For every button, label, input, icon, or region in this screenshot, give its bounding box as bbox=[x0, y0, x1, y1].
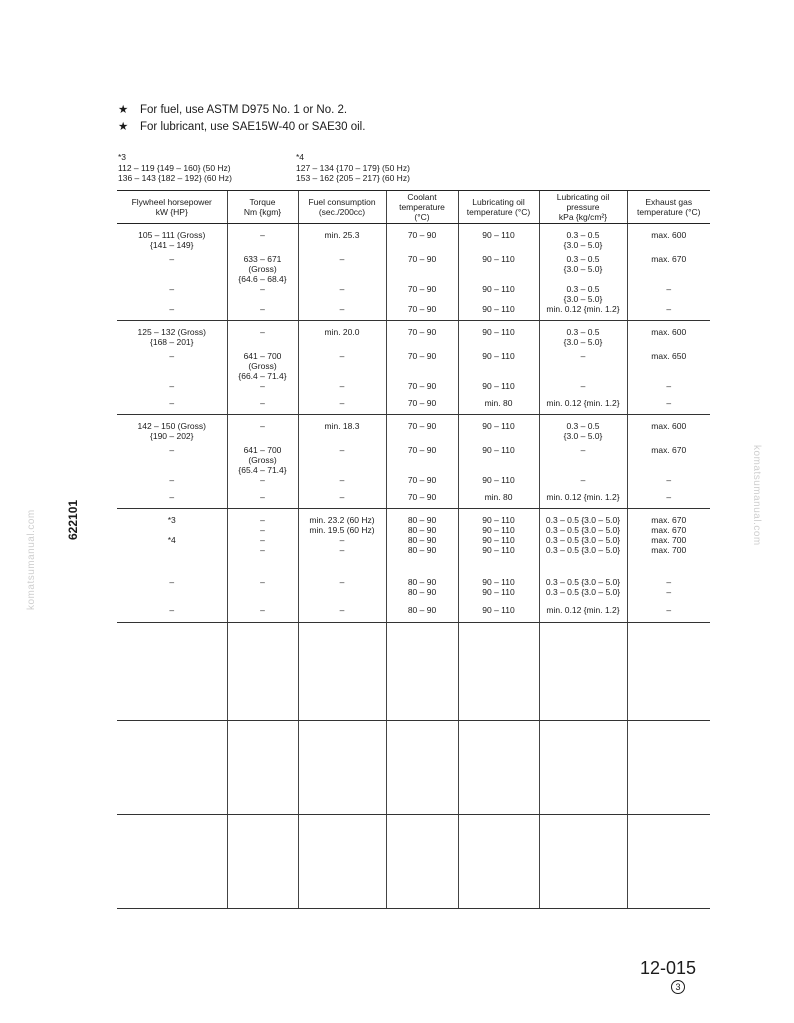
cell-flywheel-horsepower: 125 – 132 (Gross) {168 – 201} bbox=[137, 327, 206, 347]
cell-coolant-temperature: 80 – 90 bbox=[386, 605, 458, 622]
cell-coolant-temperature: 70 – 90 bbox=[386, 351, 458, 381]
blank-row bbox=[117, 814, 710, 908]
cell-lubricating-oil-temperature: 90 – 110 bbox=[458, 284, 539, 304]
cell-fuel-consumption: – bbox=[298, 577, 386, 605]
cell-torque: 641 – 700 (Gross) {65.4 – 71.4} bbox=[227, 445, 298, 475]
cell-flywheel-horsepower: – bbox=[169, 444, 175, 455]
cell-coolant-temperature: 80 – 90 80 – 90 bbox=[386, 509, 458, 536]
footnote-3 bbox=[118, 152, 232, 184]
cell-exhaust-gas-temperature: – bbox=[627, 475, 710, 492]
cell-coolant-temperature: 80 – 90 80 – 90 bbox=[386, 535, 458, 577]
cell-fuel-consumption: – bbox=[298, 254, 386, 284]
cell-fuel-consumption: min. 25.3 bbox=[298, 224, 386, 254]
blank-cell bbox=[539, 720, 627, 814]
cell-lubricating-oil-pressure: min. 0.12 {min. 1.2} bbox=[539, 492, 627, 509]
cell-fuel-consumption: – bbox=[298, 304, 386, 321]
cell-flywheel-horsepower: – bbox=[169, 253, 175, 264]
cell-lubricating-oil-temperature: 90 – 110 bbox=[458, 605, 539, 622]
cell-lubricating-oil-pressure: 0.3 – 0.5 {3.0 – 5.0} bbox=[539, 224, 627, 254]
blank-cell bbox=[227, 814, 298, 908]
cell-exhaust-gas-temperature: – bbox=[627, 304, 710, 321]
blank-cell bbox=[386, 814, 458, 908]
table-row bbox=[117, 535, 710, 577]
footnote-4-line-2: 153 – 162 {205 – 217} (60 Hz) bbox=[296, 173, 410, 183]
header-lubricating-oil-temperature: Lubricating oil temperature (°C) bbox=[458, 191, 539, 224]
cell-fuel-consumption: – bbox=[298, 605, 386, 622]
cell-lubricating-oil-temperature: 90 – 110 bbox=[458, 321, 539, 351]
cell-coolant-temperature: 70 – 90 bbox=[386, 492, 458, 509]
cell-torque: – bbox=[227, 605, 298, 622]
blank-cell bbox=[386, 622, 458, 720]
cell-lubricating-oil-temperature: min. 80 bbox=[458, 492, 539, 509]
blank-cell bbox=[117, 814, 227, 908]
table-row bbox=[117, 492, 710, 509]
cell-exhaust-gas-temperature: – bbox=[627, 381, 710, 398]
cell-fuel-consumption: – bbox=[298, 445, 386, 475]
cell-torque: – bbox=[227, 492, 298, 509]
header-fuel-consumption: Fuel consumption (sec./200cc) bbox=[298, 191, 386, 224]
header-coolant-temperature: Coolant temperature (°C) bbox=[386, 191, 458, 224]
cell-lubricating-oil-temperature: 90 – 110 90 – 110 bbox=[458, 577, 539, 605]
header-lubricating-oil-pressure: Lubricating oil pressure kPa {kg/cm²} bbox=[539, 191, 627, 224]
cell-lubricating-oil-temperature: 90 – 110 bbox=[458, 415, 539, 445]
cell-torque: – bbox=[227, 284, 298, 304]
cell-fuel-consumption: – – bbox=[298, 535, 386, 577]
cell-exhaust-gas-temperature: max. 650 bbox=[627, 351, 710, 381]
page-number: 12-015 bbox=[640, 958, 697, 978]
cell-lubricating-oil-temperature: 90 – 110 bbox=[458, 224, 539, 254]
cell-exhaust-gas-temperature: max. 600 bbox=[627, 415, 710, 445]
cell-lubricating-oil-temperature: 90 – 110 bbox=[458, 254, 539, 284]
cell-torque: – bbox=[227, 475, 298, 492]
blank-row bbox=[117, 720, 710, 814]
cell-fuel-consumption: min. 20.0 bbox=[298, 321, 386, 351]
star-icon: ★ bbox=[118, 121, 129, 133]
cell-coolant-temperature: 70 – 90 bbox=[386, 445, 458, 475]
cell-flywheel-horsepower: – bbox=[169, 380, 175, 391]
table-row bbox=[117, 415, 710, 445]
cell-fuel-consumption: min. 23.2 (60 Hz) min. 19.5 (60 Hz) bbox=[298, 509, 386, 536]
cell-torque: 633 – 671 (Gross) {64.6 – 68.4} bbox=[227, 254, 298, 284]
table-row bbox=[117, 475, 710, 492]
cell-coolant-temperature: 70 – 90 bbox=[386, 224, 458, 254]
footnote-3-line-2: 136 – 143 {182 – 192} (60 Hz) bbox=[118, 173, 232, 183]
table-row bbox=[117, 577, 710, 605]
cell-lubricating-oil-pressure: 0.3 – 0.5 {3.0 – 5.0} 0.3 – 0.5 {3.0 – 5.0} bbox=[539, 577, 627, 605]
blank-cell bbox=[227, 720, 298, 814]
footnote-3-mark: *3 bbox=[118, 152, 127, 162]
cell-flywheel-horsepower: *3 bbox=[167, 515, 176, 525]
cell-exhaust-gas-temperature: max. 700 max. 700 bbox=[627, 535, 710, 577]
table-row bbox=[117, 224, 710, 254]
blank-cell bbox=[627, 814, 710, 908]
table-row bbox=[117, 284, 710, 304]
cell-exhaust-gas-temperature: max. 670 bbox=[627, 254, 710, 284]
cell-flywheel-horsepower: 142 – 150 (Gross) {190 – 202} bbox=[137, 421, 206, 441]
header-exhaust-gas-temperature: Exhaust gas temperature (°C) bbox=[627, 191, 710, 224]
table-row bbox=[117, 351, 710, 381]
cell-fuel-consumption: – bbox=[298, 492, 386, 509]
cell-lubricating-oil-temperature: 90 – 110 90 – 110 bbox=[458, 509, 539, 536]
footnote-4-line-1: 127 – 134 {170 – 179} (50 Hz) bbox=[296, 162, 410, 173]
cell-flywheel-horsepower: – bbox=[117, 398, 227, 415]
table-row bbox=[117, 381, 710, 398]
table-row bbox=[117, 254, 710, 284]
blank-cell bbox=[627, 622, 710, 720]
footnote-3-line-1: 112 – 119 {149 – 160} (50 Hz) bbox=[118, 162, 231, 173]
blank-cell bbox=[298, 720, 386, 814]
cell-lubricating-oil-pressure: – bbox=[539, 445, 627, 475]
cell-flywheel-horsepower: – bbox=[117, 605, 227, 622]
footnote-4 bbox=[296, 152, 410, 184]
cell-torque: – – bbox=[227, 509, 298, 536]
cell-coolant-temperature: 70 – 90 bbox=[386, 475, 458, 492]
cell-exhaust-gas-temperature: max. 670 bbox=[627, 445, 710, 475]
cell-coolant-temperature: 70 – 90 bbox=[386, 284, 458, 304]
blank-cell bbox=[386, 720, 458, 814]
cell-coolant-temperature: 70 – 90 bbox=[386, 415, 458, 445]
cell-fuel-consumption: – bbox=[298, 284, 386, 304]
cell-torque: – bbox=[227, 304, 298, 321]
cell-fuel-consumption: – bbox=[298, 398, 386, 415]
cell-coolant-temperature: 70 – 90 bbox=[386, 254, 458, 284]
header-flywheel-horsepower: Flywheel horsepower kW {HP} bbox=[117, 191, 227, 224]
cell-exhaust-gas-temperature: max. 600 bbox=[627, 321, 710, 351]
blank-cell bbox=[539, 622, 627, 720]
cell-coolant-temperature: 70 – 90 bbox=[386, 304, 458, 321]
document-code: 622101 bbox=[66, 499, 80, 540]
cell-lubricating-oil-pressure: 0.3 – 0.5 {3.0 – 5.0} bbox=[539, 284, 627, 304]
cell-fuel-consumption: – bbox=[298, 351, 386, 381]
cell-fuel-consumption: – bbox=[298, 475, 386, 492]
header-torque: Torque Nm {kgm} bbox=[227, 191, 298, 224]
cell-flywheel-horsepower: – bbox=[169, 350, 175, 361]
cell-fuel-consumption: – bbox=[298, 381, 386, 398]
blank-row bbox=[117, 622, 710, 720]
table-row bbox=[117, 398, 710, 415]
cell-lubricating-oil-pressure: 0.3 – 0.5 {3.0 – 5.0} 0.3 – 0.5 {3.0 – 5.0} bbox=[539, 535, 627, 577]
footnote-4-mark: *4 bbox=[296, 152, 305, 162]
performance-table bbox=[117, 190, 710, 909]
table-row bbox=[117, 304, 710, 321]
blank-cell bbox=[227, 622, 298, 720]
cell-torque: – – bbox=[227, 535, 298, 577]
blank-cell bbox=[539, 814, 627, 908]
fuel-note bbox=[118, 102, 365, 119]
cell-flywheel-horsepower: – bbox=[117, 304, 227, 321]
cell-lubricating-oil-temperature: 90 – 110 90 – 110 bbox=[458, 535, 539, 577]
cell-lubricating-oil-pressure: – bbox=[539, 475, 627, 492]
cell-lubricating-oil-temperature: min. 80 bbox=[458, 398, 539, 415]
watermark-left: komatsumanual.com bbox=[26, 509, 37, 610]
cell-coolant-temperature: 70 – 90 bbox=[386, 381, 458, 398]
lubricant-note bbox=[118, 119, 365, 136]
cell-flywheel-horsepower: – bbox=[169, 577, 175, 587]
table-row bbox=[117, 509, 710, 536]
cell-lubricating-oil-pressure: min. 0.12 {min. 1.2} bbox=[539, 304, 627, 321]
cell-exhaust-gas-temperature: – bbox=[627, 398, 710, 415]
cell-flywheel-horsepower: – bbox=[117, 492, 227, 509]
fuel-note-text: For fuel, use ASTM D975 No. 1 or No. 2. bbox=[140, 104, 348, 116]
blank-cell bbox=[458, 814, 539, 908]
cell-torque: – bbox=[227, 415, 298, 445]
cell-lubricating-oil-temperature: 90 – 110 bbox=[458, 304, 539, 321]
cell-lubricating-oil-pressure: min. 0.12 {min. 1.2} bbox=[539, 605, 627, 622]
cell-lubricating-oil-temperature: 90 – 110 bbox=[458, 445, 539, 475]
cell-flywheel-horsepower: – bbox=[169, 283, 175, 294]
blank-cell bbox=[298, 622, 386, 720]
table-row bbox=[117, 445, 710, 475]
cell-lubricating-oil-pressure: 0.3 – 0.5 {3.0 – 5.0} bbox=[539, 254, 627, 284]
cell-exhaust-gas-temperature: max. 600 bbox=[627, 224, 710, 254]
cell-exhaust-gas-temperature: – bbox=[627, 605, 710, 622]
cell-lubricating-oil-pressure: – bbox=[539, 381, 627, 398]
blank-cell bbox=[627, 720, 710, 814]
cell-flywheel-horsepower: – bbox=[169, 474, 175, 485]
cell-coolant-temperature: 80 – 90 80 – 90 bbox=[386, 577, 458, 605]
table-row bbox=[117, 605, 710, 622]
cell-coolant-temperature: 70 – 90 bbox=[386, 321, 458, 351]
cell-lubricating-oil-pressure: 0.3 – 0.5 {3.0 – 5.0} bbox=[539, 321, 627, 351]
blank-cell bbox=[117, 622, 227, 720]
cell-lubricating-oil-pressure: 0.3 – 0.5 {3.0 – 5.0} 0.3 – 0.5 {3.0 – 5.0} bbox=[539, 509, 627, 536]
revision-mark: 3 bbox=[671, 980, 685, 994]
cell-lubricating-oil-pressure: min. 0.12 {min. 1.2} bbox=[539, 398, 627, 415]
table-header-row bbox=[117, 191, 710, 224]
cell-lubricating-oil-pressure: – bbox=[539, 351, 627, 381]
table-row bbox=[117, 321, 710, 351]
cell-flywheel-horsepower: *4 bbox=[167, 535, 176, 545]
cell-lubricating-oil-temperature: 90 – 110 bbox=[458, 381, 539, 398]
notes bbox=[118, 102, 365, 136]
star-icon: ★ bbox=[118, 104, 129, 116]
blank-cell bbox=[117, 720, 227, 814]
cell-lubricating-oil-pressure: 0.3 – 0.5 {3.0 – 5.0} bbox=[539, 415, 627, 445]
cell-fuel-consumption: min. 18.3 bbox=[298, 415, 386, 445]
cell-torque: – bbox=[227, 321, 298, 351]
cell-exhaust-gas-temperature: max. 670 max. 670 bbox=[627, 509, 710, 536]
cell-exhaust-gas-temperature: – bbox=[627, 284, 710, 304]
cell-torque: – bbox=[227, 398, 298, 415]
cell-torque: – bbox=[227, 381, 298, 398]
cell-torque: – bbox=[227, 224, 298, 254]
cell-exhaust-gas-temperature: – – bbox=[627, 577, 710, 605]
blank-cell bbox=[458, 720, 539, 814]
cell-exhaust-gas-temperature: – bbox=[627, 492, 710, 509]
watermark-right: komatsumanual.com bbox=[751, 445, 762, 546]
cell-torque: – bbox=[227, 577, 298, 605]
cell-flywheel-horsepower: 105 – 111 (Gross) {141 – 149} bbox=[138, 230, 206, 250]
cell-torque: 641 – 700 (Gross) {66.4 – 71.4} bbox=[227, 351, 298, 381]
cell-lubricating-oil-temperature: 90 – 110 bbox=[458, 351, 539, 381]
blank-cell bbox=[298, 814, 386, 908]
blank-cell bbox=[458, 622, 539, 720]
cell-coolant-temperature: 70 – 90 bbox=[386, 398, 458, 415]
cell-lubricating-oil-temperature: 90 – 110 bbox=[458, 475, 539, 492]
lubricant-note-text: For lubricant, use SAE15W-40 or SAE30 oil. bbox=[140, 121, 366, 133]
